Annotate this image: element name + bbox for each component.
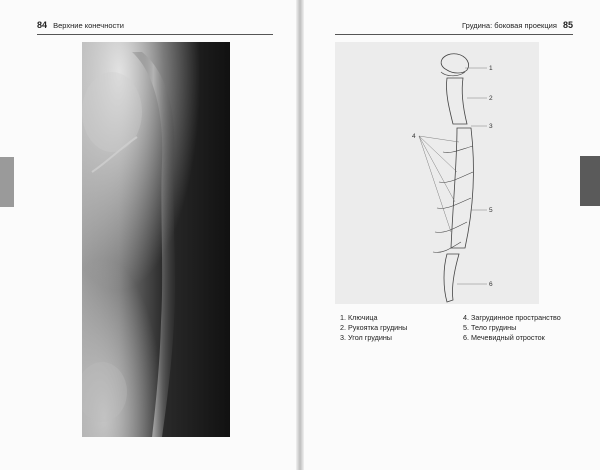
left-page-number: 84	[37, 20, 48, 30]
xray-graphic	[82, 42, 230, 437]
book-gutter	[296, 0, 304, 470]
right-running-header	[335, 20, 573, 35]
callout-6: 6	[489, 281, 493, 288]
callout-3: 3	[489, 123, 493, 130]
right-thumb-tab	[580, 156, 600, 206]
clavicle-outline	[441, 54, 468, 73]
right-running-head: Грудина: боковая проекция	[461, 21, 557, 30]
sternum-body-outline	[451, 128, 473, 248]
sternum-line-drawing	[335, 42, 539, 304]
legend-column-2	[463, 313, 561, 343]
right-page-number: 85	[562, 20, 573, 30]
callout-5: 5	[489, 207, 493, 214]
left-running-header	[37, 20, 273, 35]
left-thumb-tab	[0, 157, 14, 207]
legend-column-1	[340, 313, 407, 343]
legend-item: 4. Загрудинное пространство	[463, 313, 561, 322]
legend-item: 1. Ключица	[340, 313, 378, 322]
legend-item: 6. Мечевидный отросток	[463, 333, 545, 342]
manubrium-outline	[446, 78, 467, 124]
sternum-xray-image	[82, 42, 230, 437]
legend-item: 2. Рукоятка грудины	[340, 323, 408, 332]
legend-item: 5. Тело грудины	[463, 323, 517, 332]
callout-2: 2	[489, 95, 493, 102]
legend-item: 3. Угол грудины	[340, 333, 392, 342]
callout-1: 1	[489, 65, 493, 72]
left-running-head: Верхние конечности	[53, 21, 124, 30]
xiphoid-outline	[444, 254, 459, 302]
callout-4: 4	[412, 133, 416, 140]
